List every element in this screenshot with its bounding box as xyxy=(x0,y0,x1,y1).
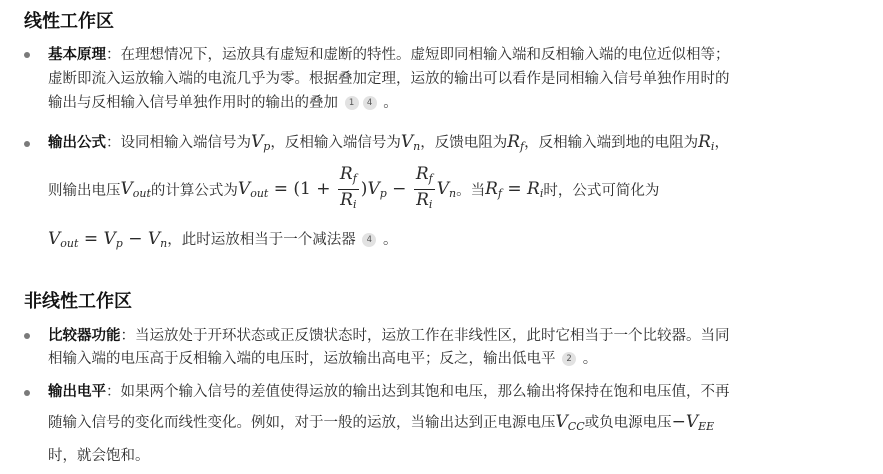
math-close-paren: ) xyxy=(360,179,368,199)
comparator-line-1 xyxy=(48,325,730,347)
citation-badge[interactable]: 1 xyxy=(345,96,359,110)
bullet-dot xyxy=(24,141,30,147)
level-text-2a: 随输入信号的变化而线性变化。例如，对于一般的运放，当输出达到正电源电压 xyxy=(48,415,556,431)
math-equals: = xyxy=(268,179,294,199)
section-heading-linear: 线性工作区 xyxy=(24,11,114,32)
fraction-rf-ri: $\frac{R_f}{R_i}$ xyxy=(415,163,433,211)
math-ri: $R_i$ xyxy=(527,178,544,200)
math-vcc: $V_{CC}$ xyxy=(555,412,585,433)
section-heading-nonlinear: 非线性工作区 xyxy=(24,291,132,312)
level-line-1 xyxy=(48,381,730,403)
level-text-1: ：如果两个输入信号的差值使得运放的输出达到其饱和电压，那么输出将保持在饱和电压值，不再 xyxy=(106,384,730,400)
citation-badge[interactable]: 4 xyxy=(363,96,377,110)
math-vee: $-V_{EE}$ xyxy=(671,412,715,433)
math-vout: $V_{out}$ xyxy=(237,178,269,200)
formula-text: 的计算公式为 xyxy=(150,182,238,199)
formula-text: 。当 xyxy=(456,182,486,199)
formula-text: 时，公式可简化为 xyxy=(543,182,660,199)
citation-badge[interactable]: 2 xyxy=(562,352,576,366)
comparator-text-1: ：当运放处于开环状态或正反馈状态时，运放工作在非线性区，此时它相当于一个比较器。当同 xyxy=(120,328,730,344)
principle-text-3: 输出与反相输入信号单独作用时的输出的叠加 xyxy=(48,95,338,111)
principle-line-1 xyxy=(48,44,730,66)
math-vp: $V_p$ xyxy=(251,132,271,153)
level-line-3: 时，就会饱和。 xyxy=(48,448,150,464)
level-text-2b: 或负电源电压 xyxy=(584,415,672,431)
formula-text: ，反馈电阻为 xyxy=(420,135,508,151)
comparator-line-2 xyxy=(48,348,597,370)
math-vn: $V_n$ xyxy=(436,178,457,200)
principle-text-1: ：在理想情况下，运放具有虚短和虚断的特性。虚短即同相输入端和反相输入端的电位近似相等； xyxy=(106,47,730,63)
math-rf: $R_f$ xyxy=(485,178,502,200)
principle-end: 。 xyxy=(383,95,398,111)
formula-line-3 xyxy=(48,228,397,255)
bullet-dot xyxy=(24,52,30,58)
comparator-label: 比较器功能 xyxy=(48,328,121,344)
math-vp: $V_p$ xyxy=(367,178,387,200)
bullet-dot xyxy=(24,390,30,396)
math-vn: $V_n$ xyxy=(400,132,421,153)
math-equals: = xyxy=(501,179,528,199)
formula-line-1 xyxy=(48,131,729,158)
math-minus: − xyxy=(386,179,412,199)
principle-line-2: 虚断即流入运放输入端的电流几乎为零。根据叠加定理，运放的输出可以看作是同相输入信号单独作用时的 xyxy=(48,71,730,87)
formula-text: ：设同相输入端信号为 xyxy=(106,135,251,151)
fraction-rf-ri: $\frac{R_f}{R_i}$ xyxy=(339,163,357,211)
formula-equation-line xyxy=(48,164,659,214)
math-vn: $V_n$ xyxy=(147,229,168,250)
formula-label: 输出公式 xyxy=(48,135,106,151)
citation-badge[interactable]: 4 xyxy=(362,233,376,247)
math-vp: $V_p$ xyxy=(103,229,123,250)
math-minus: − xyxy=(122,229,148,249)
math-vout: $V_{out}$ xyxy=(120,178,151,200)
principle-label: 基本原理 xyxy=(48,47,106,63)
formula-text: 则输出电压 xyxy=(48,182,121,199)
formula-text: ，反相输入端到地的电阻为 xyxy=(524,135,699,151)
math-open-paren: (1 + xyxy=(293,179,336,199)
comparator-text-2: 相输入端的电压高于反相输入端的电压时，运放输出高电平；反之，输出低电平 xyxy=(48,351,556,367)
math-rf: $R_f$ xyxy=(507,132,525,153)
formula-text: ，此时运放相当于一个减法器 xyxy=(167,232,356,248)
formula-text: ，反相输入端信号为 xyxy=(270,135,401,151)
bullet-dot xyxy=(24,333,30,339)
principle-line-3 xyxy=(48,92,398,114)
formula-end: 。 xyxy=(382,232,398,248)
formula-text: ， xyxy=(714,135,729,151)
math-ri: $R_i$ xyxy=(698,132,715,153)
math-vout: $V_{out}$ xyxy=(48,229,79,250)
comparator-end: 。 xyxy=(582,351,598,367)
level-line-2 xyxy=(48,411,714,438)
level-label: 输出电平 xyxy=(48,384,106,400)
math-equals: = xyxy=(78,229,104,249)
